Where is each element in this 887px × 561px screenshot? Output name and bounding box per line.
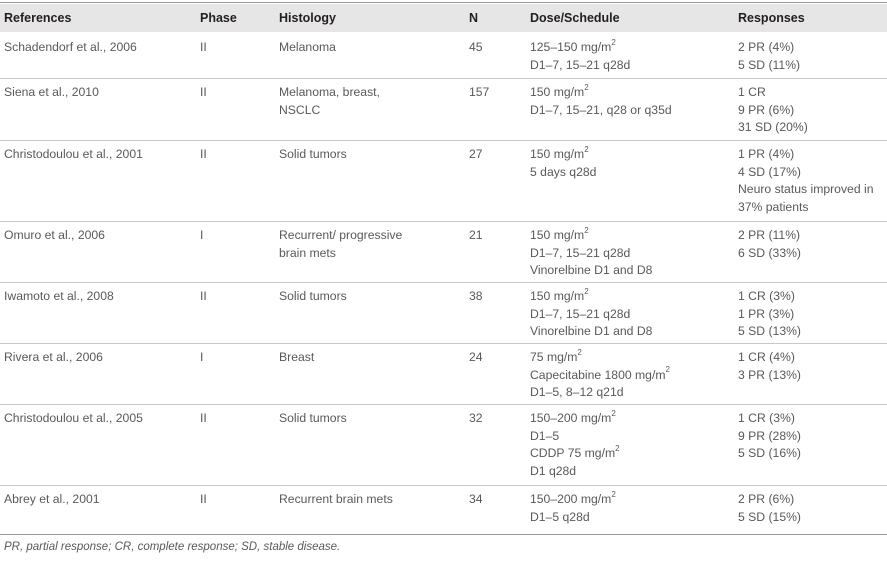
row-separator [0,282,887,283]
dose-text: D1–7, 15–21 q28d [530,57,631,72]
cell-reference [4,349,103,367]
phase-text: I [200,228,204,242]
row-separator [0,78,887,79]
cell-dose-schedule [530,410,620,480]
cell-reference [4,288,114,306]
reference-text: Christodoulou et al., 2001 [4,147,143,161]
cell-dose-schedule [530,84,672,119]
n-value: 157 [469,85,490,99]
dose-text: D1–7, 15–21 q28d [530,245,631,260]
reference-text: Schadendorf et al., 2006 [4,40,137,54]
cell-histology [279,39,336,57]
dose-text: D1–7, 15–21 q28d [530,306,631,321]
dose-text: 150–200 mg/m [530,492,612,506]
reference-text: Rivera et al., 2006 [4,350,103,364]
phase-text: II [200,40,207,54]
header-responses: Responses [738,11,805,25]
histology-line: Recurrent/ progressive [279,228,403,242]
dose-text: 125–150 mg/m [530,40,612,54]
header-references: References [4,11,72,25]
n-value: 32 [469,411,483,425]
cell-phase [200,39,207,57]
cell-reference [4,410,143,428]
dose-line [530,445,620,463]
row-separator [0,343,887,344]
dose-line [530,288,652,306]
cell-histology [279,288,347,306]
response-line: 1 CR (3%) [738,411,795,425]
cell-responses [738,349,801,384]
cell-reference [4,39,137,57]
n-value: 27 [469,147,483,161]
dose-text: 75 mg/m [530,350,578,364]
cell-histology [279,84,380,119]
histology-line: Breast [279,350,315,364]
dose-line [530,262,652,280]
n-value: 24 [469,350,483,364]
dose-line [530,349,670,367]
cell-histology [279,491,393,509]
cell-n [469,288,483,306]
dose-line [530,39,630,57]
response-line: 9 PR (6%) [738,102,795,117]
cell-responses [738,288,801,341]
reference-text: Christodoulou et al., 2005 [4,411,143,425]
cell-histology [279,410,347,428]
response-line: 1 CR (4%) [738,350,795,364]
cell-phase [200,491,207,509]
response-line: 6 SD (33%) [738,245,801,260]
header-n: N [469,11,479,25]
n-value: 38 [469,289,483,303]
cell-n [469,410,483,428]
cell-histology [279,227,402,262]
dose-line [530,509,616,527]
phase-text: I [200,350,204,364]
reference-text: Iwamoto et al., 2008 [4,289,114,303]
row-separator [0,404,887,405]
row-separator [0,140,887,141]
dose-text: D1–5, 8–12 q21d [530,385,624,399]
dose-text: Vinorelbine D1 and D8 [530,263,653,277]
dose-line [530,491,616,509]
cell-reference [4,227,105,245]
n-value: 21 [469,228,483,242]
response-line: 1 CR (3%) [738,289,795,303]
dose-text: 150 mg/m [530,147,585,161]
response-line: 31 SD (20%) [738,120,808,134]
dose-line [530,245,652,263]
cell-phase [200,84,207,102]
response-line: 2 PR (11%) [738,228,801,242]
response-line: 5 SD (16%) [738,446,801,460]
dose-line [530,164,596,182]
dose-text: 150 mg/m [530,228,585,242]
table-top-rule [0,2,887,3]
response-line: 3 PR (13%) [738,367,801,382]
dose-text: D1–7, 15–21, q28 or q35d [530,102,672,117]
dose-superscript: 2 [611,37,616,47]
table-bottom-rule [0,534,887,535]
histology-line: Melanoma [279,40,336,54]
response-line: 5 SD (11%) [738,57,801,72]
cell-phase [200,146,207,164]
cell-responses [738,146,873,216]
cell-phase [200,349,203,367]
cell-dose-schedule [530,39,630,74]
cell-phase [200,227,203,245]
cell-responses [738,39,800,74]
cell-dose-schedule [530,288,652,341]
response-line: Neuro status improved in [738,182,874,196]
table-header-row [0,4,887,32]
histology-line: Solid tumors [279,411,347,425]
cell-responses [738,410,801,463]
cell-dose-schedule [530,227,652,280]
histology-line: Recurrent brain mets [279,492,393,506]
cell-n [469,227,483,245]
histology-line: Solid tumors [279,147,347,161]
cell-n [469,146,483,164]
dose-text: D1–5 q28d [530,509,590,524]
dose-line [530,57,630,75]
response-line: 4 SD (17%) [738,164,801,179]
n-value: 34 [469,492,483,506]
dose-line [530,102,672,120]
dose-superscript: 2 [615,443,620,453]
dose-line [530,463,620,481]
cell-reference [4,491,100,509]
response-line: 37% patients [738,199,809,214]
cell-n [469,349,483,367]
cell-n [469,491,483,509]
dose-text: CDDP 75 mg/m [530,446,616,460]
response-line: 5 SD (13%) [738,324,801,338]
cell-reference [4,84,99,102]
phase-text: II [200,85,207,99]
histology-line: Solid tumors [279,289,347,303]
dose-text: Capecitabine 1800 mg/m [530,367,666,382]
phase-text: II [200,289,207,303]
dose-line [530,384,670,402]
dose-line [530,84,672,102]
cell-phase [200,288,207,306]
dose-superscript: 2 [584,225,589,235]
response-line: 1 PR (3%) [738,306,795,321]
cell-responses [738,491,801,526]
cell-histology [279,146,347,164]
cell-phase [200,410,207,428]
histology-line: NSCLC [279,102,321,117]
histology-line: brain mets [279,245,336,260]
dose-superscript: 2 [584,286,589,296]
response-line: 2 PR (4%) [738,40,795,54]
dose-line [530,227,652,245]
dose-line [530,367,670,385]
cell-dose-schedule [530,491,616,526]
dose-superscript: 2 [577,347,582,357]
dose-text: D1 q28d [530,463,577,478]
cell-responses [738,84,808,137]
header-dose-schedule: Dose/Schedule [530,11,620,25]
reference-text: Omuro et al., 2006 [4,228,105,242]
dose-text: 150 mg/m [530,85,585,99]
cell-responses [738,227,801,262]
header-histology: Histology [279,11,336,25]
dose-superscript: 2 [584,82,589,92]
cell-n [469,84,489,102]
dose-superscript: 2 [665,365,670,375]
dose-line [530,323,652,341]
cell-dose-schedule [530,146,596,181]
histology-line: Melanoma, breast, [279,85,380,99]
response-line: 2 PR (6%) [738,492,795,506]
dose-superscript: 2 [584,144,589,154]
dose-text: 5 days q28d [530,164,597,179]
header-phase: Phase [200,11,237,25]
phase-text: II [200,492,207,506]
phase-text: II [200,147,207,161]
phase-text: II [200,411,207,425]
dose-line [530,410,620,428]
dose-line [530,306,652,324]
response-line: 9 PR (28%) [738,428,801,443]
dose-line [530,428,620,446]
cell-dose-schedule [530,349,670,402]
response-line: 1 PR (4%) [738,147,795,161]
response-line: 5 SD (15%) [738,509,801,524]
response-line: 1 CR [738,85,766,99]
row-separator [0,485,887,486]
n-value: 45 [469,40,483,54]
table-footnote: PR, partial response; CR, complete response; SD, stable disease. [4,541,341,553]
reference-text: Abrey et al., 2001 [4,492,100,506]
cell-reference [4,146,143,164]
dose-text: 150–200 mg/m [530,411,612,425]
dose-text: Vinorelbine D1 and D8 [530,324,653,338]
dose-text: D1–5 [530,428,560,443]
dose-superscript: 2 [611,489,616,499]
reference-text: Siena et al., 2010 [4,85,99,99]
cell-n [469,39,483,57]
cell-histology [279,349,314,367]
dose-superscript: 2 [611,408,616,418]
dose-line [530,146,596,164]
dose-text: 150 mg/m [530,289,585,303]
row-separator [0,221,887,222]
